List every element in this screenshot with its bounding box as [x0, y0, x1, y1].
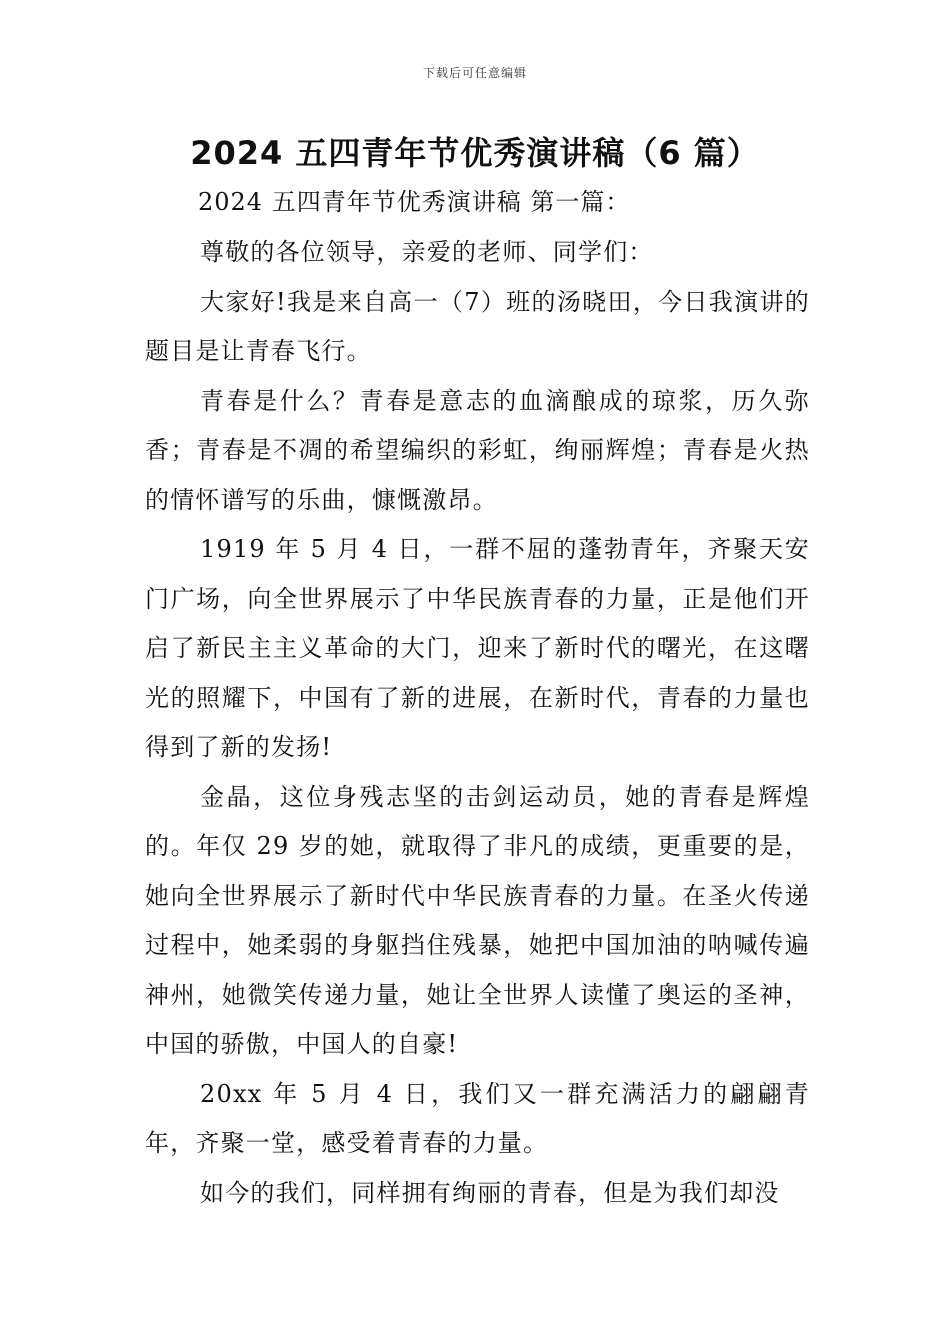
section-subtitle: 2024 五四青年节优秀演讲稿 第一篇：: [198, 188, 631, 216]
paragraph-may-fourth-1919: 1919 年 5 月 4 日，一群不屈的蓬勃青年，齐聚天安门广场，向全世界展示了中华民族青春的力量，正是他们开启了新民主主义革命的大门，迎来了新时代的曙光，在这曙光的照耀下，中国有了新的进展，在新时代，青春的力量也得到了新的发扬!: [145, 535, 810, 761]
paragraph-youth-definition: 青春是什么？青春是意志的血滴酿成的琼浆，历久弥香；青春是不凋的希望编织的彩虹，绚丽辉煌；青春是火热的情怀谱写的乐曲，慷慨激昂。: [145, 386, 810, 514]
header-note: 下载后可任意编辑: [422, 66, 527, 80]
document-body: [145, 228, 810, 1218]
document-title: 2024 五四青年节优秀演讲稿（6 篇）: [190, 134, 760, 172]
paragraph-may-fourth-20xx: 20xx 年 5 月 4 日，我们又一群充满活力的翩翩青年，齐聚一堂，感受着青春的力量。: [145, 1079, 810, 1157]
paragraph-jin-jing: 金晶，这位身残志坚的击剑运动员，她的青春是辉煌的。年仅 29 岁的她，就取得了非凡的成绩，更重要的是，她向全世界展示了新时代中华民族青春的力量。在圣火传递过程中，她柔弱的身躯挡住残暴，她把中国加油的呐喊传遍神州，她微笑传递力量，她让全世界人读懂了奥运的圣神，中国的骄傲，中国人的自豪!: [145, 782, 810, 1058]
paragraph-intro: 大家好!我是来自高一（7）班的汤晓田，今日我演讲的题目是让青春飞行。: [145, 287, 810, 365]
paragraph-today: 如今的我们，同样拥有绚丽的青春，但是为我们却没: [200, 1178, 780, 1207]
paragraph-greeting: 尊敬的各位领导，亲爱的老师、同学们：: [200, 238, 654, 266]
